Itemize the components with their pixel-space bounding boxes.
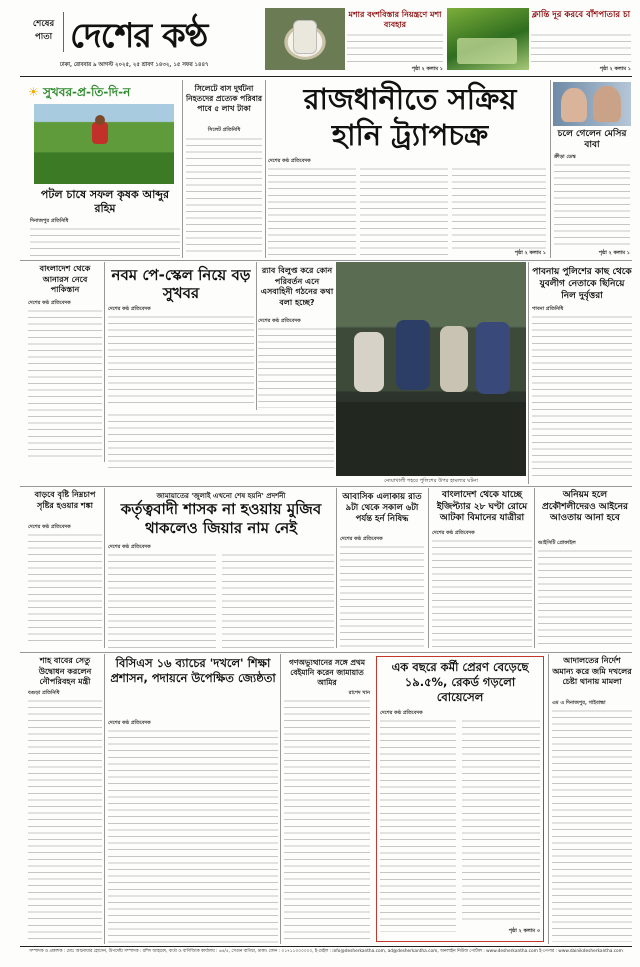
engineers-byline: আইসিটি প্রোফাইল (538, 540, 576, 546)
lead-text-col2 (360, 166, 448, 256)
pabna-byline: পাবনা প্রতিনিধি (532, 306, 564, 312)
lead-text-col3 (452, 166, 546, 250)
rain-text (28, 532, 102, 642)
egypt-byline: দেশের কণ্ঠ প্রতিবেদক (432, 530, 475, 536)
engineers-text (538, 548, 632, 648)
gono-text (284, 698, 370, 942)
bridge-headline[interactable]: শাহ বাবের সেতু উদ্বোধন করলেন নৌপরিবহন মন্ত্রী (38, 656, 92, 686)
mujib-byline: দেশের কণ্ঠ প্রতিবেদক (108, 544, 151, 550)
lead-text-col1 (268, 166, 356, 256)
mujib-headline[interactable]: কর্তৃত্ববাদী শাসক না হওয়ায় মুজিব থাকলেও জিয়ার নাম নেই (120, 500, 322, 537)
remittance-text-col1 (380, 718, 456, 932)
top-story-1-title[interactable]: মশার বংশবিস্তার নিয়ন্ত্রণে মশা ব্যবহার (348, 10, 442, 29)
messi-more[interactable]: পৃষ্ঠা ২ কলাম ১ (598, 250, 630, 256)
payscale-byline: দেশের কণ্ঠ প্রতিবেদক (108, 306, 151, 312)
top-story-2-text (531, 32, 631, 66)
courts-byline: এম এ দিনাজপুর, গাইবান্ধা (552, 700, 606, 706)
bridge-byline: বগুড়া প্রতিনিধি (28, 690, 60, 696)
bcs-byline: দেশের কণ্ঠ প্রতিবেদক (108, 720, 151, 726)
messi-headline[interactable]: চলে গেলেন মেসির বাবা (557, 129, 627, 150)
remittance-text-col2 (462, 718, 540, 924)
bcs-headline[interactable]: বিসিএস ১৬ ব্যাচের 'দখলে' শিক্ষা প্রশাসন, পদায়নে উপেক্ষিত জ্যেষ্ঠতা (110, 656, 276, 685)
sukhobor-byline: দিনাজপুর প্রতিনিধি (30, 218, 69, 224)
top-story-1-more[interactable]: পৃষ্ঠা ২ কলাম ১ (411, 66, 443, 72)
remittance-byline: দেশের কণ্ঠ প্রতিবেদক (380, 710, 423, 716)
residential-headline[interactable]: আবাসিক এলাকায় রাত ৯টা থেকে সকাল ৬টা পর্যন্ত হর্ন নিষিদ্ধ (342, 492, 422, 524)
egypt-text (432, 538, 532, 648)
lead-headline[interactable]: হানি ট্র্যাপচক্র (331, 118, 489, 152)
sukhobor-text (30, 226, 180, 256)
bcs-text (108, 728, 278, 944)
lead-more[interactable]: পৃষ্ঠা ২ কলাম ১ (514, 250, 546, 256)
remittance-headline[interactable]: এক বছরে কর্মী প্রেরণ বেড়েছে ১৯.৫%, রেকর্ড গড়লো বোয়েসেল (391, 660, 529, 704)
sun-icon: ☀ (28, 85, 39, 99)
gono-byline: রাশেদ খান (348, 690, 370, 696)
payscale-text-2 (108, 412, 334, 470)
top-story-1-text (347, 32, 443, 66)
imprint-line: সম্পাদক ও প্রকাশক : মোঃ আনোয়ার হোসেন, উপদেষ্টা সম্পাদক : রশিদ আহমেদ, বার্তা ও বাণিজ্যিক কার্যালয় : ৬৫/৫, সেগুন বাগিচা, ঢাকা। ফোন : ০১৭১১০০০০০০, ই-মেইল : info@desherkantha.com, ad@desherkantha.com, অনলাইন নিউজ পোর্টাল : www.desherkantha.com ই-পেপার : www.dainikdesherkantha.com (29, 949, 623, 954)
payscale-text (108, 314, 254, 408)
rab-text (258, 326, 336, 408)
residential-byline: দেশের কণ্ঠ প্রতিবেদক (340, 536, 383, 542)
engineers-headline[interactable]: অনিয়ম হলে প্রকৌশলীদেরও আইনের আওতায় আনা হবে (542, 490, 628, 523)
mujib-kicker: জামায়াতের 'জুলাই এখনো শেষ হয়নি' প্রদর্শনী (156, 492, 286, 500)
dateline: ঢাকা, রোববার ৯ আগস্ট ২০২৫, ২৫ শ্রাবণ ১৪৩২, ১৫ সফর ১৪৪৭ (60, 62, 209, 68)
rain-headline[interactable]: বাড়বে বৃষ্টি নিম্নচাপ সৃষ্টির হওয়ার শঙ্কা (34, 490, 96, 510)
lead-kicker[interactable]: রাজধানীতে সক্রিয় (303, 82, 517, 116)
pabna-headline[interactable]: পাবনায় পুলিশের কাছ থেকে যুবলীগ নেতাকে ছিনিয়ে নিল দুর্বৃত্তরা (532, 267, 632, 301)
bamboo-tea-photo (447, 8, 529, 70)
newspaper-title[interactable]: দেশের কণ্ঠ (70, 16, 208, 56)
photo-caption: নোয়াখালী শহরে পুলিশের উপর হামলার ঘটনা (384, 478, 478, 484)
bridge-text (28, 698, 102, 942)
farmer-photo (34, 104, 174, 184)
mujib-text-col2 (222, 552, 334, 648)
messi-byline: ক্রীড়া ডেস্ক (554, 154, 576, 160)
mujib-text-col1 (108, 552, 216, 648)
pakistan-text (28, 308, 102, 460)
egypt-headline[interactable]: বাংলাদেশ থেকে যাচ্ছে ইজিপ্ট্যার ২৮ ঘণ্টা রোমে আটকা বিমানের যাত্রীরা (436, 490, 528, 523)
residential-text (340, 544, 424, 648)
rab-byline: দেশের কণ্ঠ প্রতিবেদক (258, 318, 301, 324)
sukhobor-logo: ☀ সুখবর-প্র-তি-দি-ন (28, 85, 131, 99)
payscale-headline[interactable]: নবম পে-স্কেল নিয়ে বড় সুখবর (111, 266, 251, 302)
top-story-2-title[interactable]: ক্লান্তি দূর করবে বাঁশপাতার চা (531, 10, 631, 20)
bus-text (186, 136, 262, 256)
last-page-label: শেষের পাতা (24, 12, 64, 52)
rab-headline[interactable]: র‍্যাব বিলুপ্ত করে কোন পরিবর্তন এনে এসবাহিনী গঠনের কথা বলা হচ্ছে? (260, 266, 334, 307)
mosquito-photo (265, 8, 345, 70)
courts-text (552, 708, 632, 942)
sukhobor-headline[interactable]: পটল চাষে সফল কৃষক আব্দুর রহিম (40, 188, 170, 215)
rain-byline: দেশের কণ্ঠ প্রতিবেদক (28, 524, 71, 530)
crowd-photo (336, 262, 526, 476)
bus-headline[interactable]: সিলেটে বাস দুর্ঘটনা নিহতদের প্রত্যেক পরিবার পাবে ৫ লাখ টাকা (186, 84, 262, 113)
remittance-more[interactable]: পৃষ্ঠা ২ কলাম ৩ (508, 928, 540, 934)
pakistan-byline: দেশের কণ্ঠ প্রতিবেদক (28, 300, 71, 306)
messi-father-photo (553, 82, 631, 126)
pabna-text (532, 314, 632, 480)
messi-text (554, 162, 630, 250)
gono-headline[interactable]: গণঅভ্যুত্থানের সঙ্গে প্রথম বেইমানি করেন জামায়াত আমির (288, 658, 366, 687)
courts-headline[interactable]: আদালতের নির্দেশ অমান্য করে জমি দখলের চেষ্টা থানায় মামলা (552, 656, 632, 686)
top-story-2-more[interactable]: পৃষ্ঠা ২ কলাম ১ (599, 66, 631, 72)
bus-byline: সিলেট প্রতিনিধি (207, 127, 241, 133)
lead-byline: দেশের কণ্ঠ প্রতিবেদক (268, 158, 311, 164)
pakistan-headline[interactable]: বাংলাদেশ থেকে আনারস নেবে পাকিস্তান (39, 264, 91, 294)
